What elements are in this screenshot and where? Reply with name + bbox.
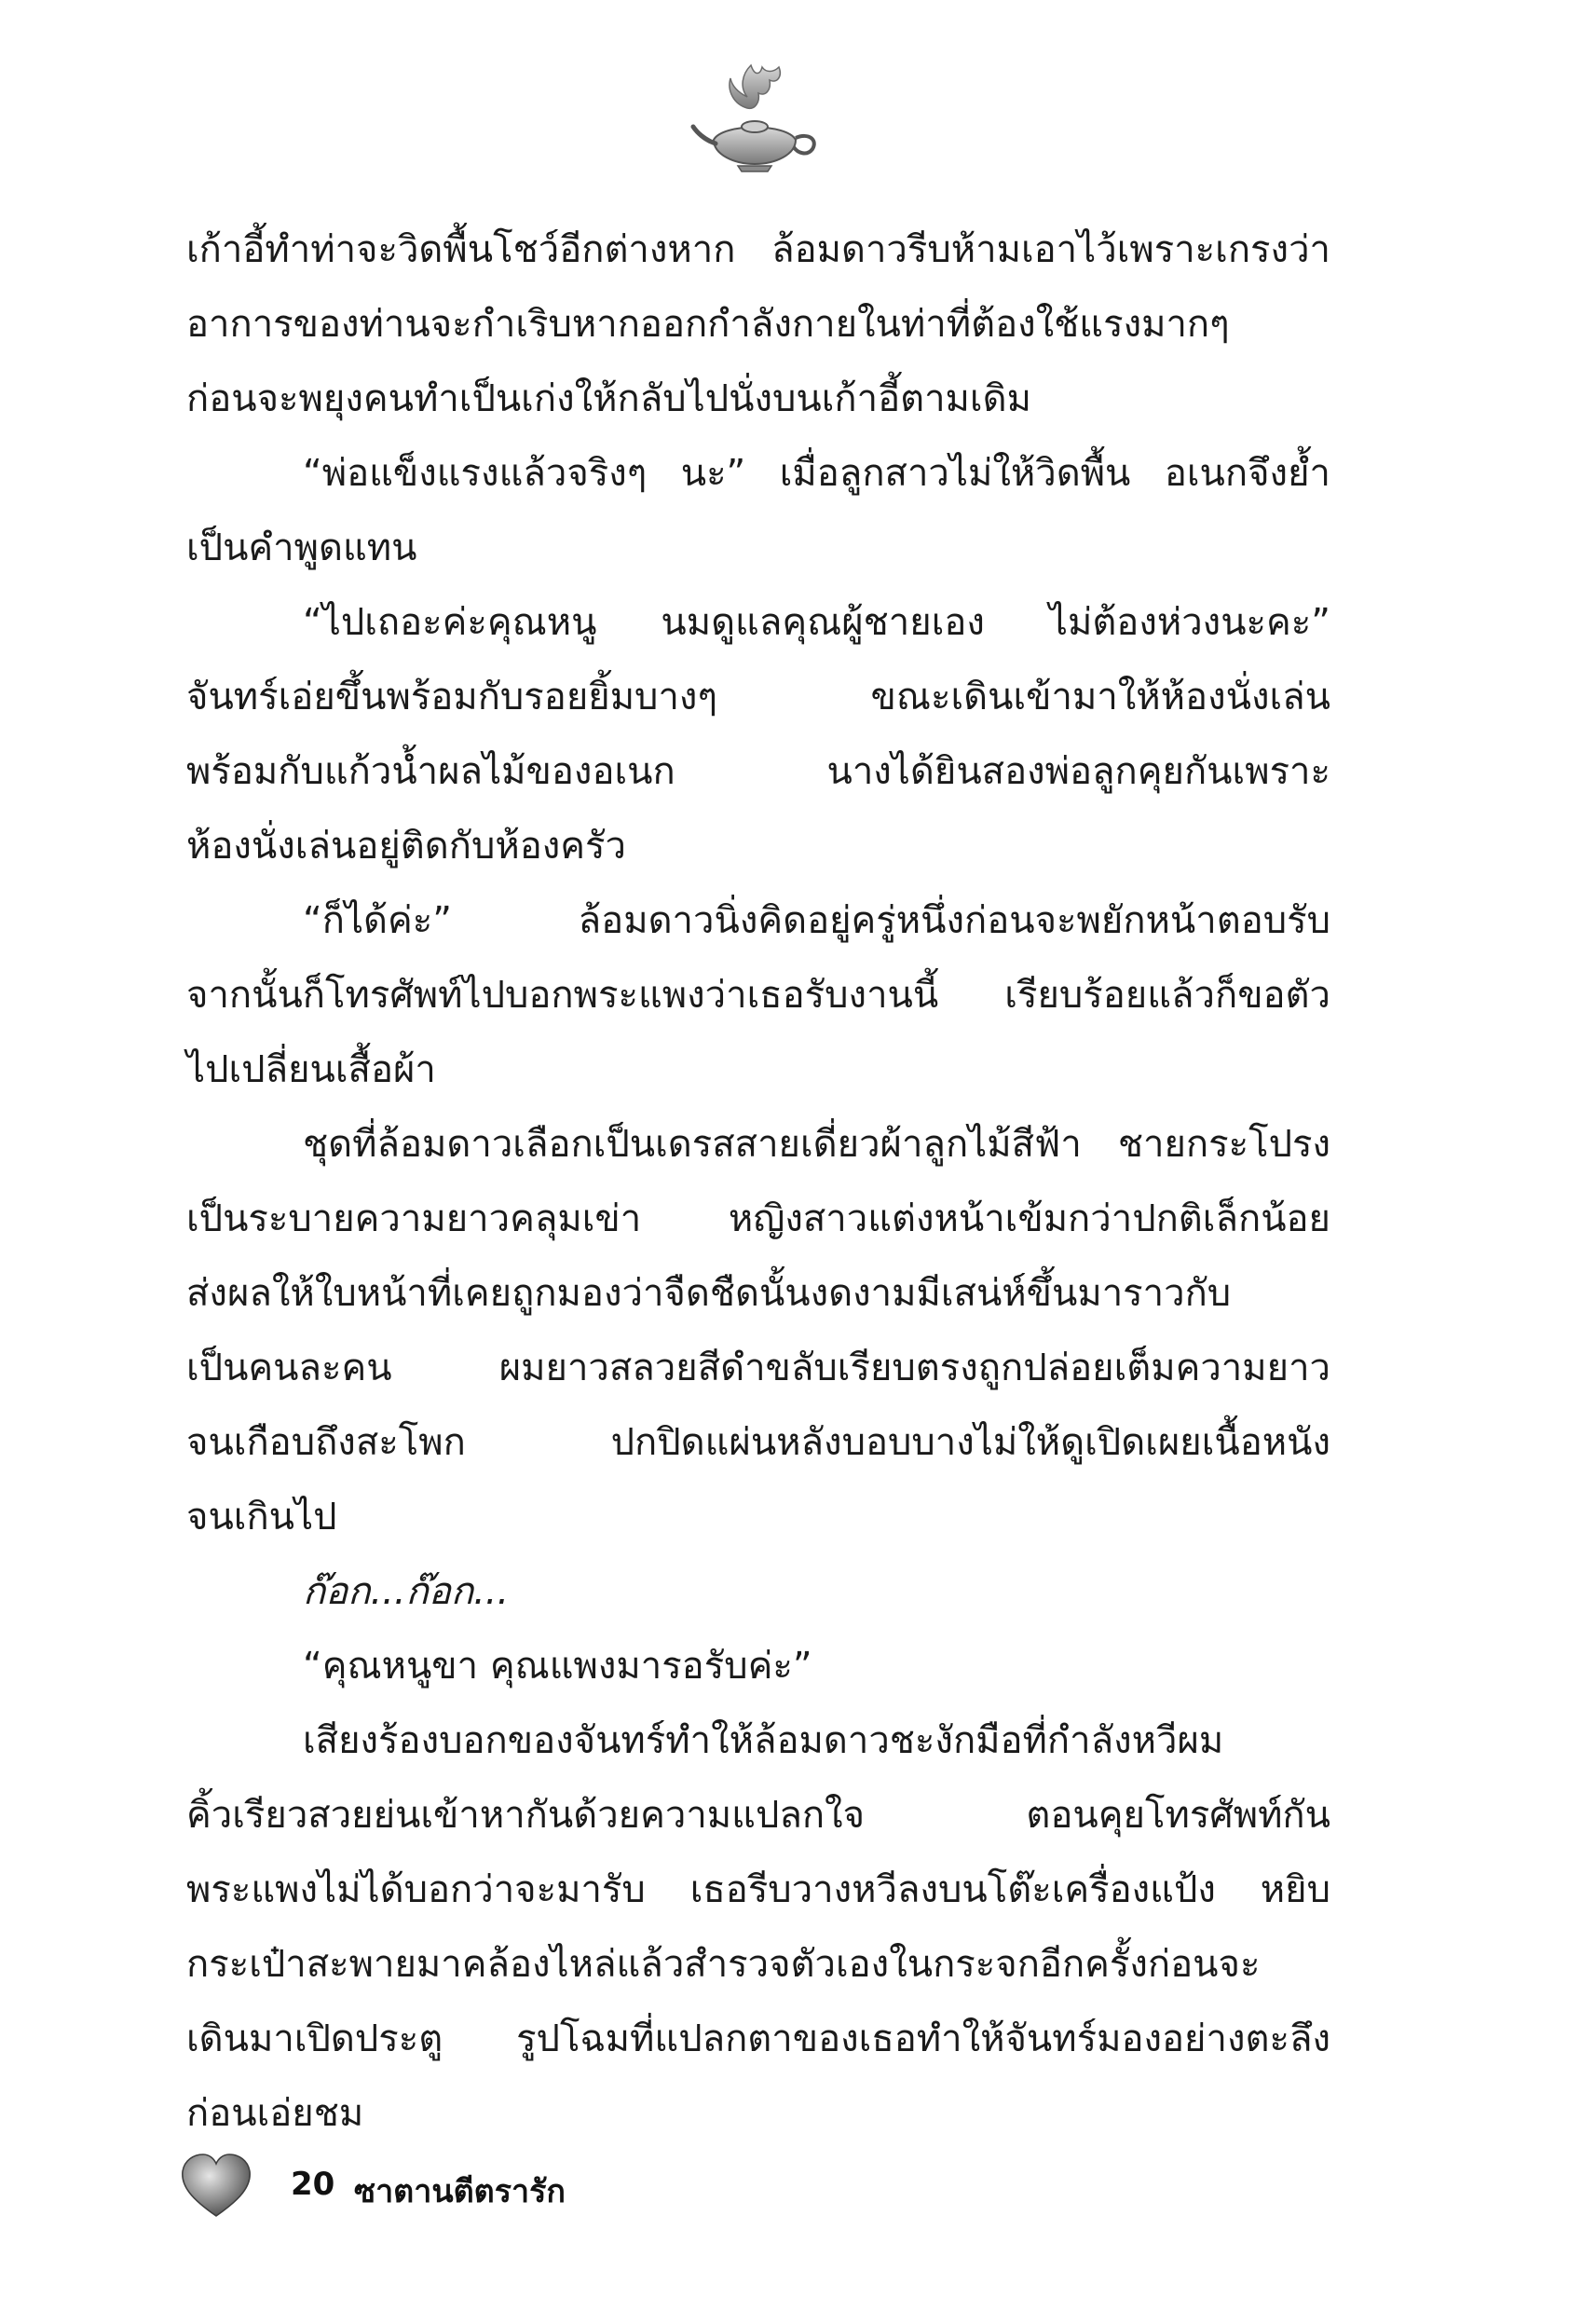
text-line: “พ่อแข็งแรงแล้วจริงๆ นะ” เมื่อลูกสาวไม่ให้วิดพื้น อเนกจึงย้ำ [303,452,1330,495]
text-line: อาการของท่านจะกำเริบหากออกกำลังกายในท่าที่ต้องใช้แรงมากๆ [186,303,1230,346]
text-line: จนเกินไป [186,1496,337,1538]
page-number: 20 [291,2166,335,2203]
body-text [186,212,1330,2151]
text-line: เดินมาเปิดประตู รูปโฉมที่แปลกตาของเธอทำให้จันทร์มองอย่างตะลึง [186,2017,1330,2060]
text-line: จนเกือบถึงสะโพก ปกปิดแผ่นหลังบอบบางไม่ให้ดูเปิดเผยเนื้อหนัง [186,1421,1330,1464]
text-line: “ไปเถอะค่ะคุณหนู นมดูแลคุณผู้ชายเอง ไม่ต้องห่วงนะคะ” [303,601,1330,644]
text-line: กระเป๋าสะพายมาคล้องไหล่แล้วสำรวจตัวเองในกระจกอีกครั้งก่อนจะ [186,1943,1261,1986]
text-line: ชุดที่ล้อมดาวเลือกเป็นเดรสสายเดี่ยวผ้าลูกไม้สีฟ้า ชายกระโปรง [303,1123,1330,1166]
lamp-with-fairy-icon [686,56,825,177]
text-line: เก้าอี้ทำท่าจะวิดพื้นโชว์อีกต่างหาก ล้อมดาวรีบห้ามเอาไว้เพราะเกรงว่า [186,228,1330,271]
text-line: พระแพงไม่ได้บอกว่าจะมารับ เธอรีบวางหวีลงบนโต๊ะเครื่องแป้ง หยิบ [186,1868,1330,1911]
text-line: เป็นคำพูดแทน [186,526,417,569]
text-line: ก่อนจะพยุงคนทำเป็นเก่งให้กลับไปนั่งบนเก้าอี้ตามเดิม [186,377,1031,420]
text-line: ไปเปลี่ยนเสื้อผ้า [186,1048,436,1091]
text-line: จากนั้นก็โทรศัพท์ไปบอกพระแพงว่าเธอรับงานนี้ เรียบร้อยแล้วก็ขอตัว [186,974,1330,1017]
text-line: เสียงร้องบอกของจันทร์ทำให้ล้อมดาวชะงักมือที่กำลังหวีผม [303,1719,1224,1762]
page-footer [179,2153,924,2236]
text-line: ก่อนเอ่ยชม [186,2092,364,2135]
text-line: “ก็ได้ค่ะ” ล้อมดาวนิ่งคิดอยู่ครู่หนึ่งก่อนจะพยักหน้าตอบรับ [303,899,1330,942]
book-title: ซาตานตีตรารัก [354,2173,566,2210]
text-line: พร้อมกับแก้วน้ำผลไม้ของอเนก นางได้ยินสองพ่อลูกคุยกันเพราะ [186,750,1330,793]
text-line: เป็นระบายความยาวคลุมเข่า หญิงสาวแต่งหน้าเข้มกว่าปกติเล็กน้อย [186,1197,1330,1240]
text-line: “คุณหนูขา คุณแพงมารอรับค่ะ” [303,1645,812,1688]
text-line: ห้องนั่งเล่นอยู่ติดกับห้องครัว [186,825,626,868]
text-line: ก๊อก...ก๊อก... [303,1570,510,1613]
heart-icon [179,2153,253,2220]
text-line: ส่งผลให้ใบหน้าที่เคยถูกมองว่าจืดชืดนั้นงดงามมีเสน่ห์ขึ้นมาราวกับ [186,1272,1232,1315]
text-line: คิ้วเรียวสวยย่นเข้าหากันด้วยความแปลกใจ ตอนคุยโทรศัพท์กัน [186,1794,1330,1837]
text-line: จันทร์เอ่ยขึ้นพร้อมกับรอยยิ้มบางๆ ขณะเดินเข้ามาให้ห้องนั่งเล่น [186,676,1330,718]
text-line: เป็นคนละคน ผมยาวสลวยสีดำขลับเรียบตรงถูกปล่อยเต็มความยาว [186,1347,1330,1389]
